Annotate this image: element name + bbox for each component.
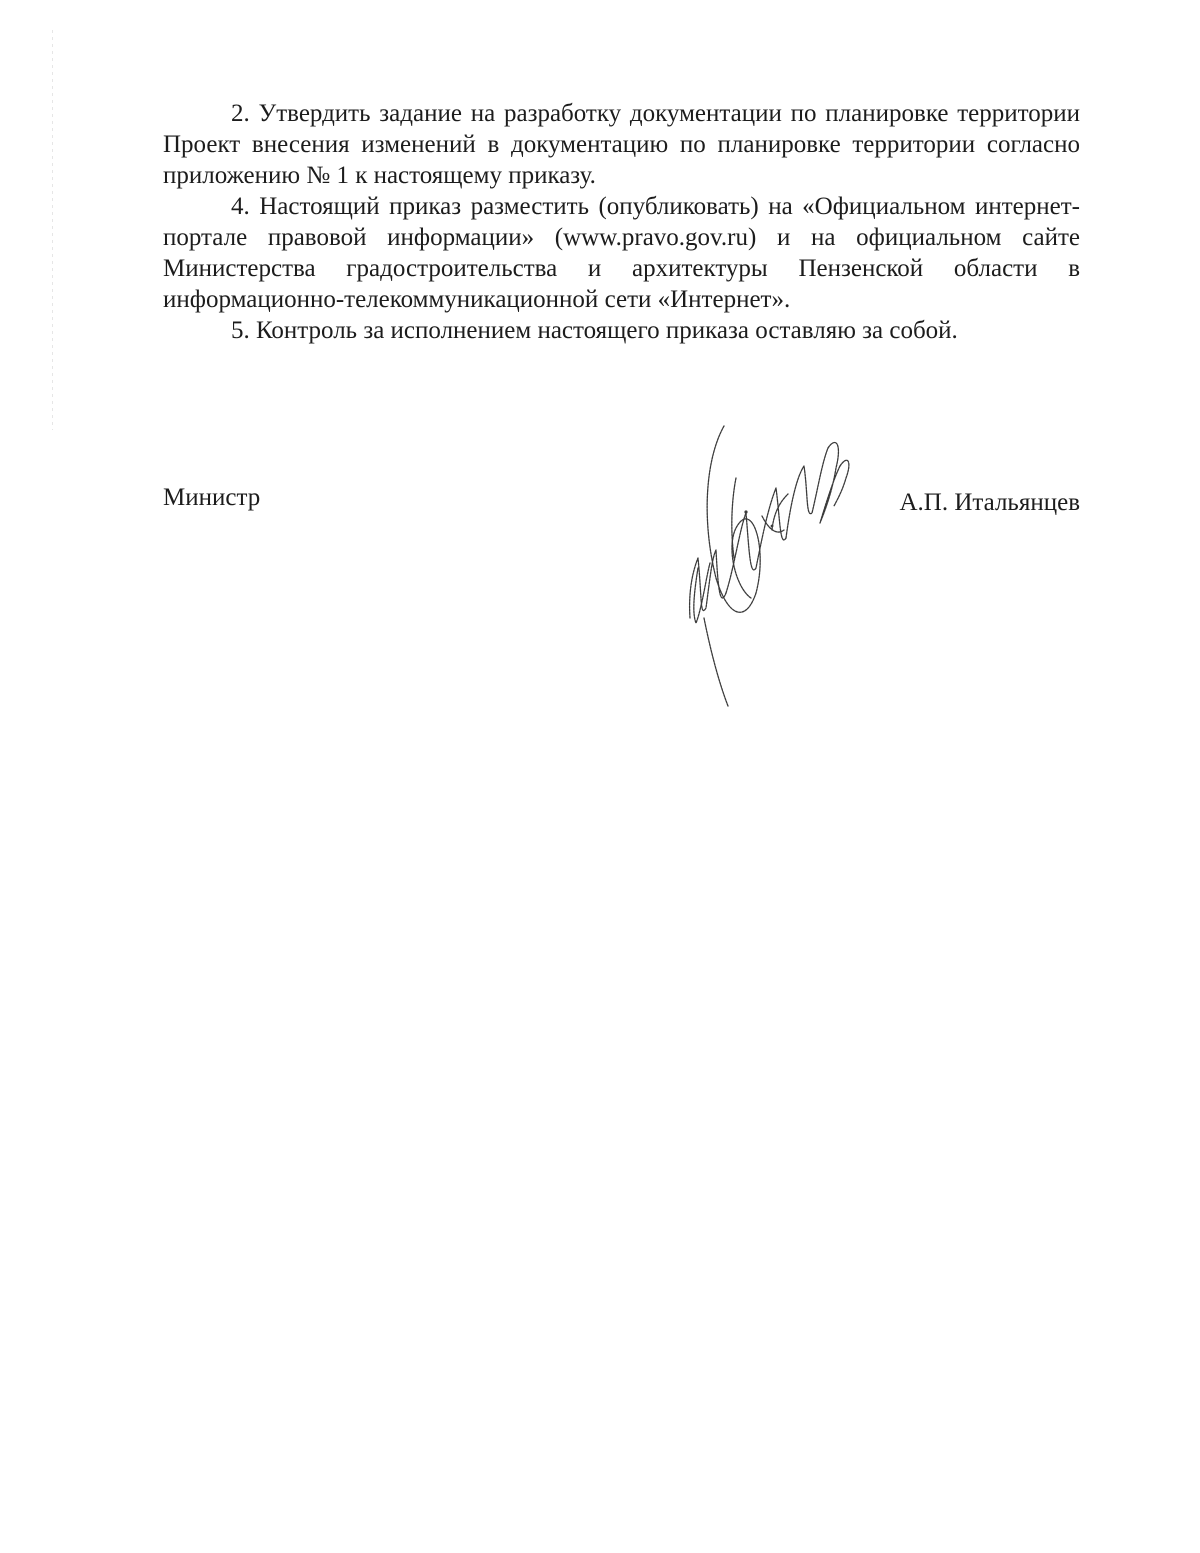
paragraph-item-2 <box>163 98 1080 191</box>
signer-position: Министр <box>163 484 261 511</box>
order-body <box>163 98 1080 346</box>
signature-block <box>163 482 1080 522</box>
text-line: 5. Контроль за исполнением настоящего приказа оставляю за собой. <box>231 317 958 344</box>
text-line: 4. Настоящий приказ разместить (опубликовать) на «Официальном <box>231 193 966 220</box>
text-line: согласно приложению № 1 к настоящему приказу. <box>163 131 1081 189</box>
paragraph-item-4 <box>163 191 1080 315</box>
text-line: территории Проект внесения изменений в документацию по планировке территории <box>163 100 1080 158</box>
scan-edge-mark <box>52 30 53 430</box>
handwritten-signature-icon <box>676 418 856 708</box>
text-line: 2. Утвердить задание на разработку документации по планировке <box>231 100 949 127</box>
paragraph-item-5 <box>163 315 1080 346</box>
signer-name: А.П. Итальянцев <box>899 489 1080 516</box>
text-line: интернет-портале правовой информации» (www.pravo.gov.ru) и на официальном <box>163 193 1080 251</box>
text-line: сайте Министерства градостроительства и архитектуры Пензенской области в <box>163 224 1080 282</box>
text-line: информационно-телекоммуникационной сети «Интернет». <box>163 286 791 313</box>
